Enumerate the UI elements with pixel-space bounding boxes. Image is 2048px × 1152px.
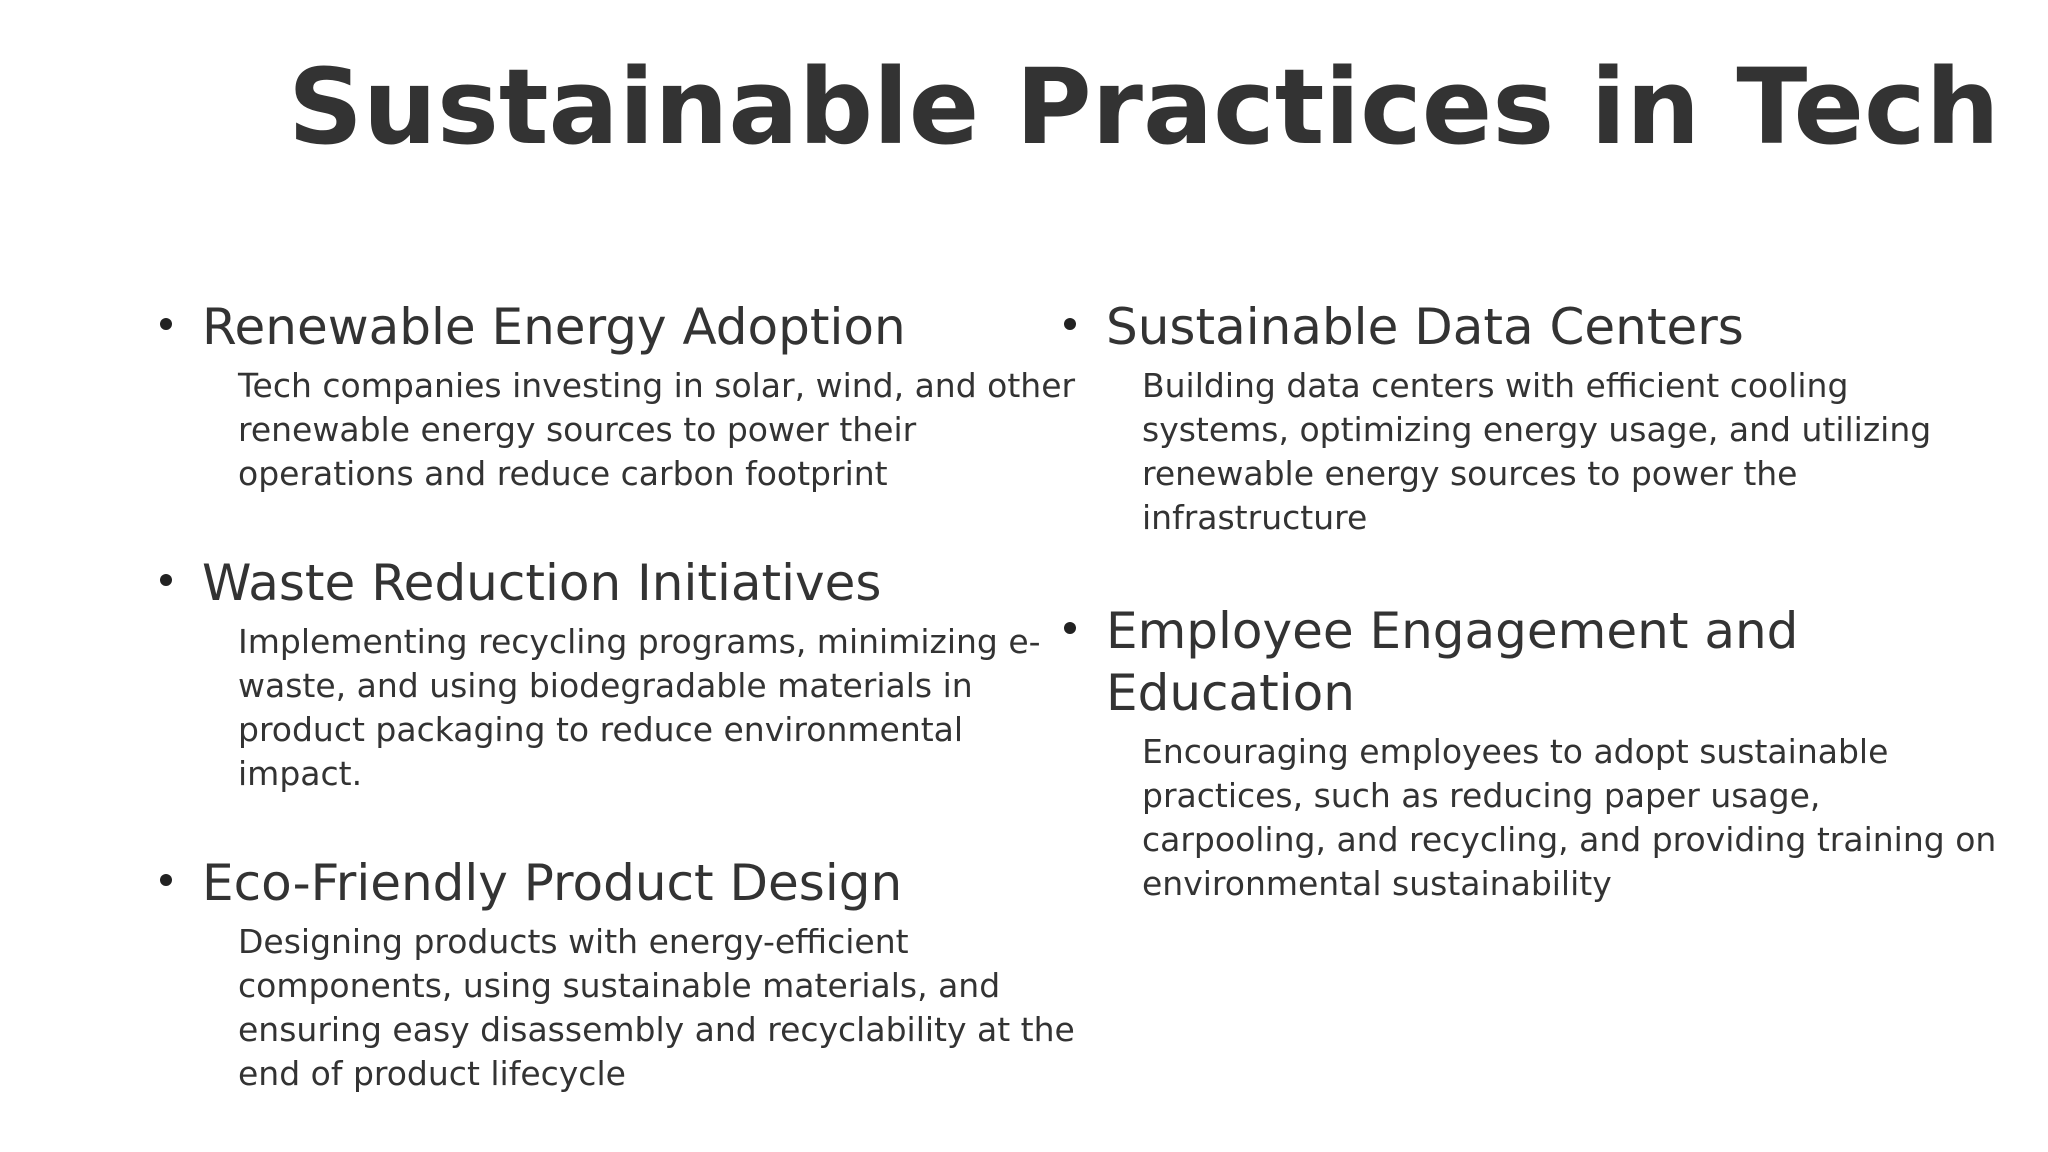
item-title: Renewable Energy Adoption	[202, 298, 906, 356]
item-title: Eco-Friendly Product Design	[202, 854, 903, 912]
item-description: Encouraging employees to adopt sustainable practices, such as reducing paper usage, carpooling, and recycling, and providing training on environmental sustainability	[1142, 732, 1997, 903]
slide-title: Sustainable Practices in Tech	[288, 46, 2000, 168]
bullet-icon	[160, 318, 172, 330]
bullet-icon	[160, 574, 172, 586]
item-title: Employee Engagement and Education	[1106, 602, 1799, 722]
list-item	[160, 552, 1041, 796]
right-column	[1064, 296, 1997, 962]
item-description: Designing products with energy-efficient components, using sustainable materials, and ensuring easy disassembly and recyclability at the end of product lifecycle	[238, 922, 1075, 1093]
list-item	[1064, 600, 1997, 906]
item-description: Implementing recycling programs, minimizing e- waste, and using biodegradable materials in product packaging to reduce environmental impact.	[238, 622, 1041, 793]
bullet-icon	[160, 874, 172, 886]
left-column	[160, 296, 1076, 1152]
bullet-icon	[1064, 318, 1076, 330]
item-title: Sustainable Data Centers	[1106, 298, 1744, 356]
item-title: Waste Reduction Initiatives	[202, 554, 882, 612]
list-item	[160, 296, 1076, 496]
list-item	[160, 852, 1075, 1096]
item-description: Tech companies investing in solar, wind, and other renewable energy sources to power their operations and reduce carbon footprint	[238, 366, 1076, 493]
item-description: Building data centers with efficient cooling systems, optimizing energy usage, and utilizing renewable energy sources to power the infrastructure	[1142, 366, 1932, 537]
list-item	[1064, 296, 1964, 540]
bullet-icon	[1064, 622, 1076, 634]
